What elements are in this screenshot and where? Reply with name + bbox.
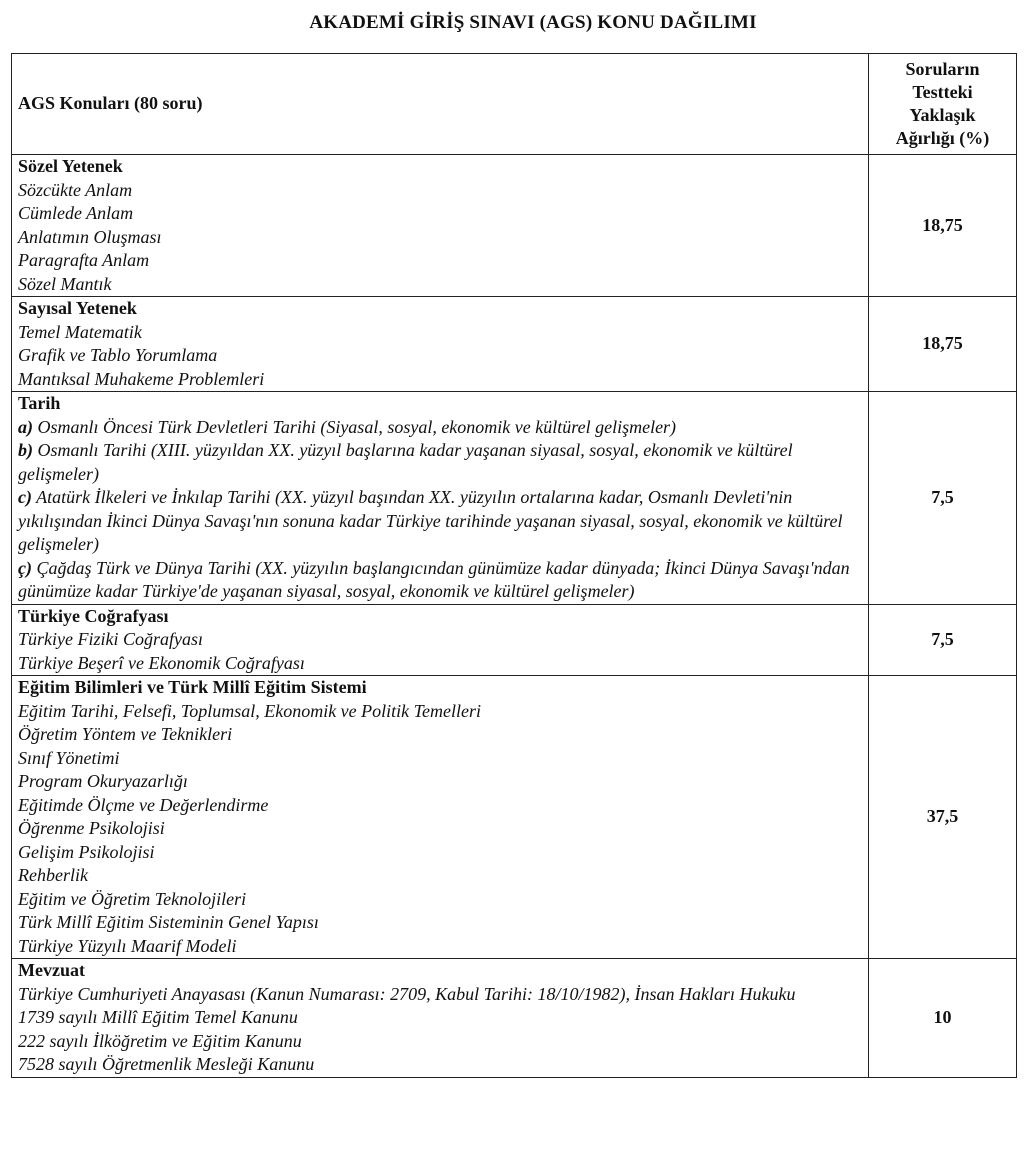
weight-value: 18,75 xyxy=(869,297,1017,392)
topic-item: Mantıksal Muhakeme Problemleri xyxy=(18,368,265,389)
item-prefix: c) xyxy=(18,487,32,507)
topic-item: Rehberlik xyxy=(18,865,88,885)
topic-cell xyxy=(12,676,869,959)
topic-item xyxy=(18,557,862,604)
topic-item: Türkiye Yüzyılı Maarif Modeli xyxy=(18,935,237,956)
category-name: Sayısal Yetenek xyxy=(18,298,137,318)
topic-item xyxy=(18,486,862,557)
topic-item: 1739 sayılı Millî Eğitim Temel Kanunu xyxy=(18,1007,298,1027)
topic-item: Gelişim Psikolojisi xyxy=(18,841,155,862)
topic-item: Grafik ve Tablo Yorumlama xyxy=(18,345,218,365)
topic-item: Türkiye Beşerî ve Ekonomik Coğrafyası xyxy=(18,652,305,673)
ags-topic-table xyxy=(11,53,1017,1078)
topic-item xyxy=(18,416,862,440)
topic-cell xyxy=(12,155,869,297)
header-weight-line: Yaklaşık xyxy=(909,105,976,125)
topic-item: Türk Millî Eğitim Sisteminin Genel Yapısı xyxy=(18,912,319,932)
item-text: Osmanlı Tarihi (XIII. yüzyıldan XX. yüzyıl başlarına kadar yaşanan siyasal, sosyal, ekonomik ve kültürel gelişmeler) xyxy=(18,440,793,484)
topic-item: Cümlede Anlam xyxy=(18,203,134,223)
topic-item: Program Okuryazarlığı xyxy=(18,771,188,791)
item-prefix: ç) xyxy=(18,557,32,578)
header-weight xyxy=(869,54,1017,155)
topic-item: Öğretim Yöntem ve Teknikleri xyxy=(18,724,233,744)
page-title: AKADEMİ GİRİŞ SINAVI (AGS) KONU DAĞILIMI xyxy=(309,12,757,33)
topic-item: Türkiye Cumhuriyeti Anayasası (Kanun Numarası: 2709, Kabul Tarihi: 18/10/1982), İnsan Hakları Hukuku xyxy=(18,983,796,1004)
topic-item: Temel Matematik xyxy=(18,321,142,342)
topic-cell xyxy=(12,297,869,392)
topic-item: 222 sayılı İlköğretim ve Eğitim Kanunu xyxy=(18,1030,302,1051)
table-row xyxy=(12,297,1017,392)
weight-value: 10 xyxy=(869,959,1017,1078)
header-weight-line: Soruların xyxy=(905,59,980,79)
category-name: Sözel Yetenek xyxy=(18,156,123,176)
item-prefix: b) xyxy=(18,440,33,460)
topic-cell xyxy=(12,959,869,1078)
category-name: Eğitim Bilimleri ve Türk Millî Eğitim Sistemi xyxy=(18,677,367,697)
table-row xyxy=(12,959,1017,1078)
weight-value: 18,75 xyxy=(869,155,1017,297)
table-header-row xyxy=(12,54,1017,155)
table-row xyxy=(12,604,1017,676)
topic-item: Türkiye Fiziki Coğrafyası xyxy=(18,629,203,649)
item-prefix: a) xyxy=(18,416,33,437)
topic-item: Eğitimde Ölçme ve Değerlendirme xyxy=(18,794,269,815)
topic-item: Sözel Mantık xyxy=(18,273,112,294)
weight-value: 37,5 xyxy=(869,676,1017,959)
topic-cell xyxy=(12,392,869,605)
header-topics: AGS Konuları (80 soru) xyxy=(12,54,869,155)
topic-item: Eğitim ve Öğretim Teknolojileri xyxy=(18,888,247,909)
category-name: Türkiye Coğrafyası xyxy=(18,605,169,626)
topic-item: Sınıf Yönetimi xyxy=(18,747,120,768)
header-weight-line: Ağırlığı (%) xyxy=(895,128,990,148)
table-row xyxy=(12,676,1017,959)
topic-item xyxy=(18,439,862,486)
item-text: Atatürk İlkeleri ve İnkılap Tarihi (XX. yüzyıl başından XX. yüzyılın ortalarına kadar, Osmanlı Devleti'nin yıkılışından İkinci Dünya Savaşı'nın sonuna kadar Türkiye tarihinde yaşanan siyasal, sosyal, ekonomik ve kültürel gelişmeler) xyxy=(18,487,843,554)
topic-item: Paragrafta Anlam xyxy=(18,250,150,270)
category-name: Tarih xyxy=(18,393,61,413)
header-weight-line: Testteki xyxy=(912,82,973,102)
topic-item: 7528 sayılı Öğretmenlik Mesleği Kanunu xyxy=(18,1054,315,1074)
topic-item: Anlatımın Oluşması xyxy=(18,226,162,247)
item-text: Osmanlı Öncesi Türk Devletleri Tarihi (Siyasal, sosyal, ekonomik ve kültürel gelişmeler) xyxy=(37,416,677,437)
topic-item: Eğitim Tarihi, Felsefi, Toplumsal, Ekonomik ve Politik Temelleri xyxy=(18,700,481,721)
topic-cell xyxy=(12,604,869,676)
weight-value: 7,5 xyxy=(869,392,1017,605)
table-row xyxy=(12,392,1017,605)
topic-item: Öğrenme Psikolojisi xyxy=(18,818,165,838)
weight-value: 7,5 xyxy=(869,604,1017,676)
category-name: Mevzuat xyxy=(18,960,85,980)
item-text: Çağdaş Türk ve Dünya Tarihi (XX. yüzyılın başlangıcından günümüze kadar dünyada; İkinci Dünya Savaşı'ndan günümüze kadar Türkiye'de yaşanan siyasal, sosyal, ekonomik ve kültürel gelişmeler) xyxy=(18,557,850,601)
table-row xyxy=(12,155,1017,297)
topic-item: Sözcükte Anlam xyxy=(18,179,133,200)
